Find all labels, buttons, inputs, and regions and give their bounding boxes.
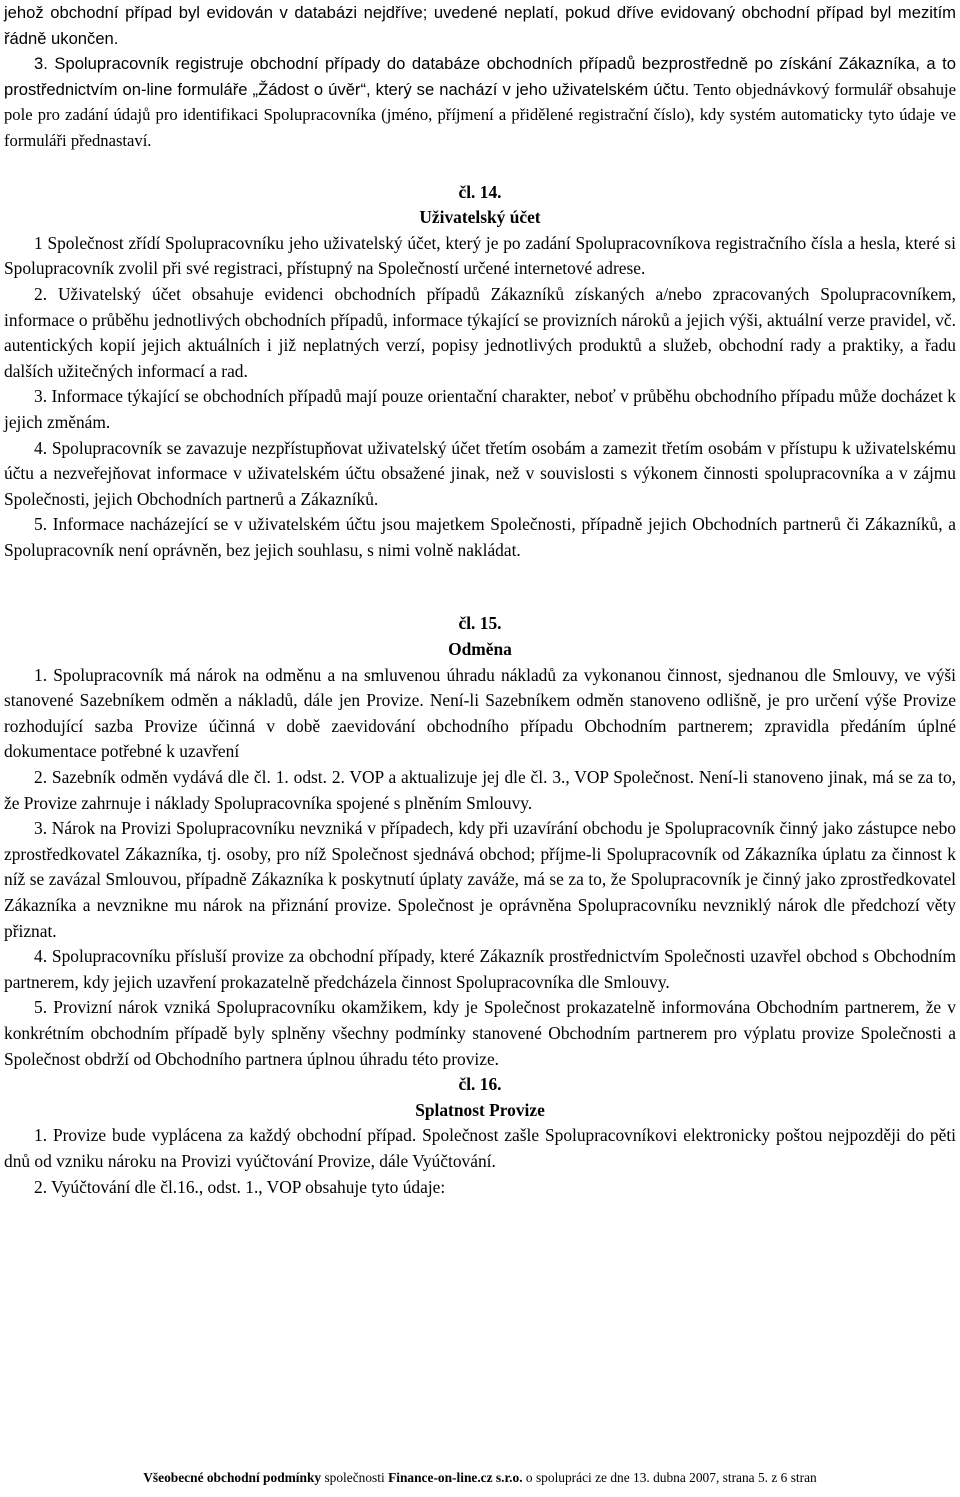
intro-paragraph-3-a: 3. Spolupracovník registruje obchodní případy do databáze obchodních případů bezprostředně po získání Zákazníka, a to prostřednictvím on-line formuláře „Žádost o úvěr“, který se nachází v jeho uživatelském účtu. (4, 54, 956, 99)
article-14-number: čl. 14. (458, 181, 502, 202)
footer-document-name: Všeobecné obchodní podmínky (143, 1470, 322, 1485)
article-15-title: Odměna (448, 639, 512, 660)
article-15-paragraph-2: 2. Sazebník odměn vydává dle čl. 1. odst. 2. VOP a aktualizuje jej dle čl. 3., VOP Společnost. Není-li stanoveno jinak, má se za to, že Provize zahrnuje i náklady Spolupracovníka spojené s plněním Smlouvy. (4, 767, 956, 813)
intro-paragraph-3-b: Tento objednávkový formulář obsahuje pole pro zadání údajů pro identifikaci Spolupracovníka (jméno, příjmení a přidělené registrační číslo), kdy systém automaticky tyto údaje ve formuláři přednastaví. (4, 79, 956, 150)
spacer (4, 154, 956, 180)
article-14-paragraph-3: 3. Informace týkající se obchodních případů mají pouze orientační charakter, neboť v průběhu obchodního případu může docházet k jejich změnám. (4, 386, 956, 432)
intro-continuation: jehož obchodní případ byl evidován v databázi nejdříve; uvedené neplatí, pokud dříve evidovaný obchodní případ byl mezitím řádně ukončen. (4, 3, 956, 48)
intro-paragraph-3 (4, 51, 956, 153)
article-16-title: Splatnost Provize (415, 1099, 545, 1120)
article-15-paragraph-3: 3. Nárok na Provizi Spolupracovníku nevzniká v případech, kdy při uzavírání obchodu je Spolupracovník činný jako zástupce nebo zprostředkovatel Zákazníka, tj. osoby, pro níž Společnost sjednává obchod; příjme-li Spolupracovník od Zákazníka úplatu za činnost k níž se zavázal Smlouvou, případně Zákazníka k poskytnutí úplaty zaváže, má se za to, že Spolupracovník je činný jako zprostředkovatel Zákazníka a nevznikne mu nárok na přiznání provize. Společnost je oprávněna Spolupracovníku nevzniklý nárok dle předchozí věty přiznat. (4, 818, 956, 941)
article-16-paragraph-2: 2. Vyúčtování dle čl.16., odst. 1., VOP obsahuje tyto údaje: (34, 1176, 446, 1197)
spacer (4, 563, 956, 589)
article-15-number: čl. 15. (458, 613, 502, 634)
footer-page-info: o spolupráci ze dne 13. dubna 2007, strana 5. z 6 stran (522, 1470, 817, 1485)
article-16-number: čl. 16. (458, 1074, 502, 1095)
article-14-paragraph-1: 1 Společnost zřídí Spolupracovníku jeho uživatelský účet, který je po zadání Spolupracovníkova registračního čísla a hesla, které si Spolupracovník zvolil při své registraci, přístupný na Společností určené internetové adrese. (4, 232, 956, 279)
article-16-paragraph-1: 1. Provize bude vyplácena za každý obchodní případ. Společnost zašle Spolupracovníkovi elektronicky poštou nejpozději do pěti dnů od vzniku nároku na Provizi vyúčtování Provize, dále Vyúčtování. (4, 1125, 956, 1171)
footer-text: společnosti (321, 1470, 389, 1485)
article-14-paragraph-2: 2. Uživatelský účet obsahuje evidenci obchodních případů Zákazníků získaných a/nebo zpracovaných Spolupracovníkem, informace o průběhu jednotlivých obchodních případů, informace týkající se provizních nároků a jejich výši, aktuální verze pravidel, vč. autentických kopií jejich aktuálních i již neplatných verzí, popisy jednotlivých produktů a služeb, obchodní rady a praktiky, a řadu dalších užitečných informací a rad. (4, 283, 956, 381)
article-14-paragraph-5: 5. Informace nacházející se v uživatelském účtu jsou majetkem Společnosti, případně jejich Obchodních partnerů či Zákazníků, a Spolupracovník není oprávněn, bez jejich souhlasu, s nimi volně nakládat. (4, 514, 956, 560)
article-14-paragraph-4: 4. Spolupracovník se zavazuje nezpřístupňovat uživatelský účet třetím osobám a zamezit třetím osobám v přístupu k uživatelskému účtu a nezveřejňovat informace v uživatelském účtu obsažené jinak, než v souvislosti s výkonem činnosti spolupracovníka a v zájmu Společnosti, jejich Obchodních partnerů a Zákazníků. (4, 437, 956, 509)
article-15-paragraph-5: 5. Provizní nárok vzniká Spolupracovníku okamžikem, kdy je Společnost prokazatelně informována Obchodním partnerem, že v konkrétním obchodním případě byly splněny všechny podmínky stanovené Obchodním partnerem pro výplatu provize Společnosti a Společnost obdrží od Obchodního partnera úplnou úhradu této provize. (4, 997, 956, 1069)
page-footer (0, 1470, 960, 1486)
document-page (4, 0, 956, 1200)
footer-company-name: Finance-on-line.cz s.r.o. (388, 1470, 523, 1485)
article-14-title: Uživatelský účet (419, 207, 541, 228)
article-15-paragraph-1: 1. Spolupracovník má nárok na odměnu a na smluvenou úhradu nákladů za vykonanou činnost, sjednanou dle Smlouvy, ve výši stanovené Sazebníkem odměn a nákladů, dále jen Provize. Není-li Sazebníkem odměn stanoveno odlišně, je pro určení výše Provize rozhodující sazba Provize účinná v době zaevidování obchodního případu Obchodním partnerem; zpravidla předáním úplné dokumentace potřebné k uzavření (4, 664, 956, 762)
spacer (4, 589, 956, 611)
article-15-paragraph-4: 4. Spolupracovníku přísluší provize za obchodní případy, které Zákazník prostřednictvím Společnosti uzavřel obchod s Obchodním partnerem, kdy jejich uzavření prokazatelně předcházela činnost Spolupracovníka dle Smlouvy. (4, 946, 956, 992)
